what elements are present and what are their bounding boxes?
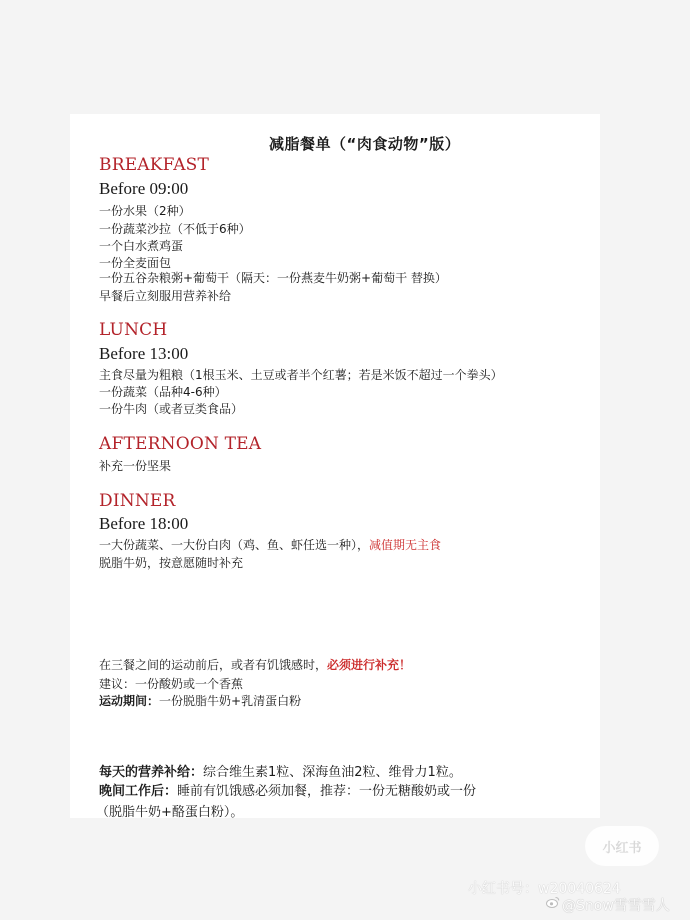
dinner-time: Before 18:00 bbox=[99, 514, 189, 533]
after-work-text: 睡前有饥饿感必须加餐，推荐：一份无糖酸奶或一份 bbox=[177, 784, 477, 799]
breakfast-item: 一份五谷杂粮粥+葡萄干（隔天：一份燕麦牛奶粥+葡萄干 替换） bbox=[99, 271, 447, 285]
breakfast-time: Before 09:00 bbox=[99, 179, 189, 198]
breakfast-item: 一份水果（2种） bbox=[99, 204, 191, 218]
snack-note-line-3 bbox=[99, 692, 301, 709]
lunch-time: Before 13:00 bbox=[99, 344, 189, 363]
snack-note-text: 在三餐之间的运动前后，或者有饥饿感时， bbox=[99, 658, 328, 672]
breakfast-item: 一份全麦面包 bbox=[99, 256, 172, 270]
dinner-item-1 bbox=[99, 536, 441, 553]
page-title: 减脂餐单（“肉食动物”版） bbox=[269, 135, 461, 153]
xiaohongshu-badge: 小红书 bbox=[585, 826, 659, 866]
daily-supplements-label: 每天的营养补给： bbox=[99, 765, 204, 780]
breakfast-item: 早餐后立刻服用营养补给 bbox=[99, 289, 232, 303]
breakfast-heading: BREAKFAST bbox=[99, 155, 210, 175]
after-work-line-clip bbox=[99, 780, 600, 800]
weibo-icon bbox=[546, 896, 560, 908]
snack-note-label: 运动期间： bbox=[99, 694, 160, 708]
xiaohongshu-id-watermark: 小红书号：w20040624 bbox=[468, 881, 621, 897]
dinner-item-2: 脱脂牛奶，按意愿随时补充 bbox=[99, 556, 244, 570]
after-work-line bbox=[99, 780, 476, 799]
afternoon-tea-heading: AFTERNOON TEA bbox=[99, 434, 262, 454]
afternoon-tea-item: 补充一份坚果 bbox=[99, 459, 172, 473]
daily-supplements-text: 综合维生素1粒、深海鱼油2粒、维骨力1粒。 bbox=[203, 765, 462, 780]
dinner-item-1-highlight: 减值期无主食 bbox=[369, 538, 442, 552]
lunch-item: 一份牛肉（或者豆类食品） bbox=[99, 402, 244, 416]
lunch-item: 一份蔬菜（品种4-6种） bbox=[99, 385, 227, 399]
snack-note-value: 一份脱脂牛奶+乳清蛋白粉 bbox=[159, 694, 302, 708]
dinner-heading: DINNER bbox=[99, 491, 176, 511]
author-watermark: @Snow雪雪雪人 bbox=[562, 898, 670, 914]
snack-note-highlight: 必须进行补充！ bbox=[327, 658, 412, 672]
snack-note-line-2: 建议：一份酸奶或一个香蕉 bbox=[99, 677, 244, 691]
after-work-continuation: （脱脂牛奶+酪蛋白粉）。 bbox=[96, 805, 244, 820]
snack-note-line-1 bbox=[99, 656, 411, 673]
lunch-item: 主食尽量为粗粮（1根玉米、土豆或者半个红薯；若是米饭不超过一个拳头） bbox=[99, 368, 503, 382]
lunch-heading: LUNCH bbox=[99, 320, 168, 340]
breakfast-item: 一份蔬菜沙拉（不低于6种） bbox=[99, 222, 251, 236]
after-work-label: 晚间工作后： bbox=[99, 784, 178, 799]
dinner-item-1-text: 一大份蔬菜、一大份白肉（鸡、鱼、虾任选一种）， bbox=[99, 538, 370, 552]
daily-supplements-line bbox=[99, 761, 462, 780]
breakfast-item: 一个白水煮鸡蛋 bbox=[99, 239, 184, 253]
